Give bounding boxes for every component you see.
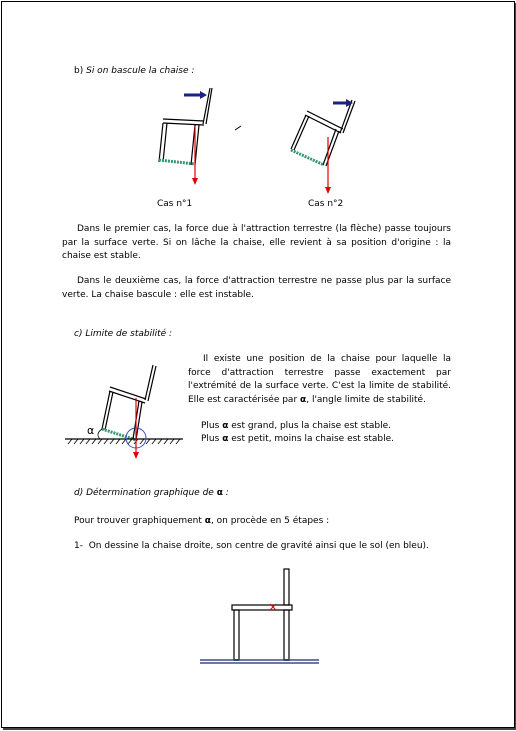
- paragraph-case2: Dans le deuxième cas, la force d'attraction terrestre ne passe plus par la surface verte. La chaise bascule : elle est instable.: [62, 276, 451, 300]
- alpha-symbol: α: [216, 488, 223, 498]
- chair-limit: [102, 365, 156, 440]
- line1-post: est grand, plus la chaise est stable.: [231, 421, 392, 431]
- gravity-arrowhead-limit: [133, 452, 139, 459]
- section-c-title: c) Limite de stabilité :: [74, 329, 173, 339]
- step1-number: 1-: [74, 541, 83, 551]
- section-d-title-end: :: [225, 488, 229, 498]
- chair-case2: [291, 100, 355, 166]
- alpha-symbol: α: [204, 516, 211, 526]
- alpha-symbol: α: [300, 394, 307, 405]
- line1-pre: Plus: [201, 421, 220, 431]
- stability-limit-paragraph: [188, 353, 451, 407]
- stability-text-part2: , l'angle limite de stabilité.: [306, 394, 426, 405]
- line2-pre: Plus: [201, 434, 220, 444]
- case1-label: Cas n°1: [157, 199, 193, 209]
- chair-straight: [232, 569, 292, 660]
- stability-text-part1: Il existe une position de la chaise pour laquelle la force d'attraction terrestre passe exactement par l'extrémité de la surface verte. C'est la limite de stabilité. Elle est caractérisée par: [188, 354, 451, 405]
- gravity-arrowhead-case1: [192, 178, 198, 185]
- gravity-arrowhead-case2: [325, 187, 331, 194]
- section-d-title: d) Détermination graphique de: [74, 488, 214, 498]
- step-1: [74, 540, 429, 554]
- case2-label: Cas n°2: [308, 199, 344, 209]
- section-b-title: Si on bascule la chaise :: [86, 66, 195, 76]
- alpha-angle-label: α: [87, 424, 95, 437]
- section-d-intro: [74, 515, 329, 529]
- alpha-small-line: [201, 433, 394, 447]
- intro-post: , on procède en 5 étapes :: [210, 516, 330, 526]
- push-arrowhead-case1: [200, 91, 207, 99]
- alpha-symbol: α: [222, 434, 229, 444]
- intro-pre: Pour trouver graphiquement: [74, 516, 202, 526]
- chair-case1: [159, 88, 212, 165]
- angle-arc: [98, 429, 102, 439]
- section-d-heading: [74, 487, 229, 501]
- step1-text: On dessine la chaise droite, son centre de gravité ainsi que le sol (en bleu).: [88, 541, 429, 551]
- alpha-symbol: α: [222, 421, 229, 431]
- section-b-letter: b): [74, 66, 84, 76]
- alpha-large-line: [201, 420, 391, 434]
- line2-post: est petit, moins la chaise est stable.: [231, 434, 395, 444]
- paragraph-case1: Dans le premier cas, la force due à l'attraction terrestre (la flèche) passe toujours par la surface verte. Si on lâche la chaise, elle revient à sa position d'origine : la chaise est stable.: [62, 224, 451, 261]
- ground-hatched: [65, 439, 183, 444]
- document-page: [1, 1, 515, 728]
